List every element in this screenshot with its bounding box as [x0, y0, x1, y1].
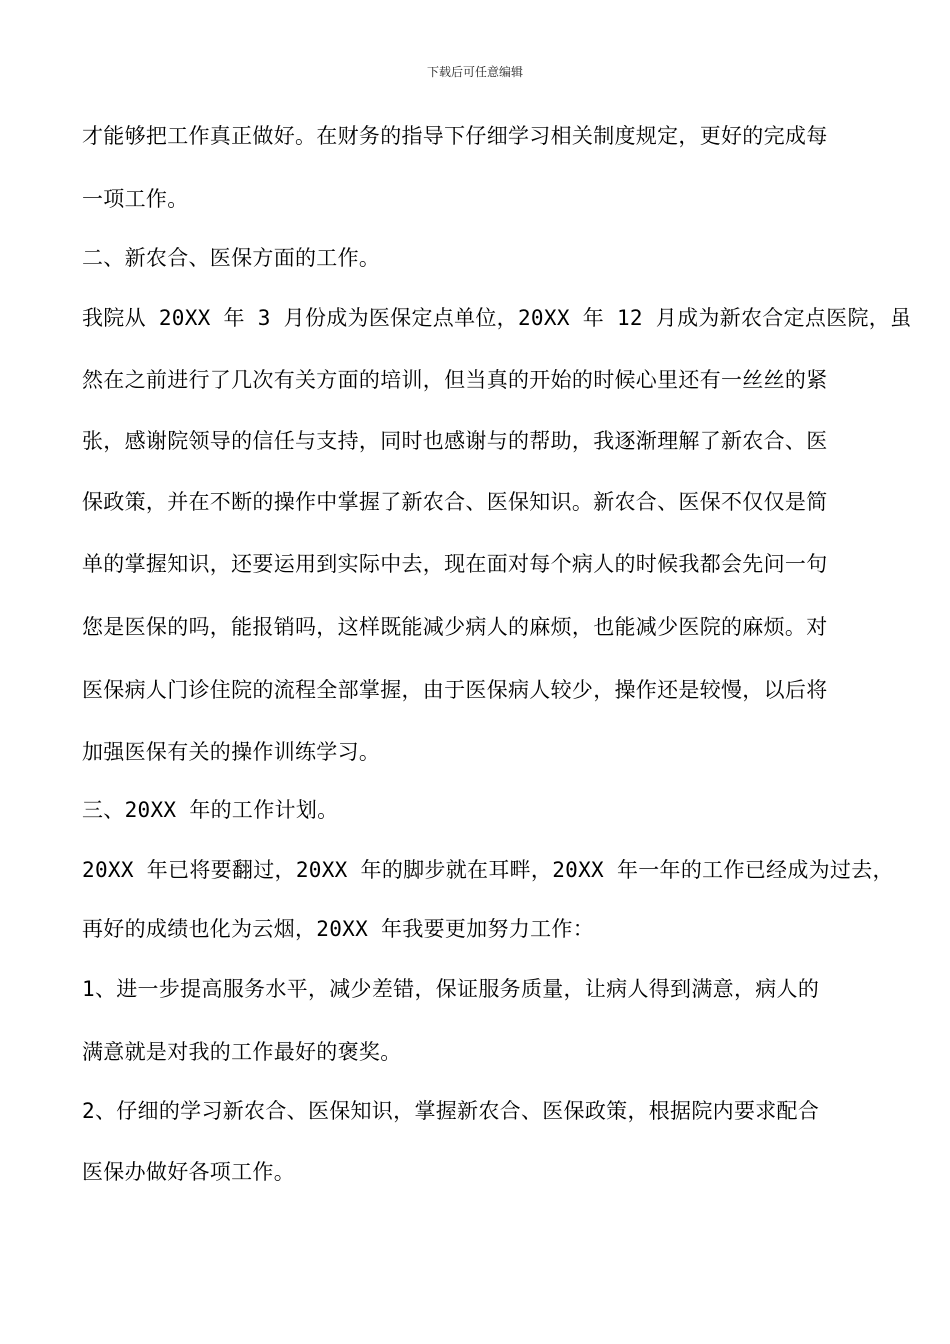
section-heading: 二、新农合、医保方面的工作。 — [82, 246, 381, 270]
list-item-text: 2、仔细的学习新农合、医保知识，掌握新农合、医保政策，根据院内要求配合 — [82, 1099, 820, 1123]
body-text-line: 保政策，并在不断的操作中掌握了新农合、医保知识。新农合、医保不仅仅是简 — [82, 490, 828, 514]
body-text-line: 单的掌握知识，还要运用到实际中去，现在面对每个病人的时候我都会先问一句 — [82, 552, 828, 576]
body-text-line: 您是医保的吗，能报销吗，这样既能减少病人的麻烦，也能减少医院的麻烦。对 — [82, 615, 828, 639]
body-text-line: 才能够把工作真正做好。在财务的指导下仔细学习相关制度规定，更好的完成每 — [82, 124, 828, 148]
body-text-line: 再好的成绩也化为云烟，20XX 年我要更加努力工作： — [82, 917, 595, 941]
body-text-line: 然在之前进行了几次有关方面的培训，但当真的开始的时候心里还有一丝丝的紧 — [82, 368, 828, 392]
section-heading: 三、20XX 年的工作计划。 — [82, 798, 339, 822]
list-item-text: 1、进一步提高服务水平，减少差错，保证服务质量，让病人得到满意，病人的 — [82, 977, 820, 1001]
list-item-text: 医保办做好各项工作。 — [82, 1160, 295, 1184]
body-text-line: 医保病人门诊住院的流程全部掌握，由于医保病人较少，操作还是较慢，以后将 — [82, 678, 828, 702]
page-header-note: 下载后可任意编辑 — [426, 65, 523, 79]
body-text-line: 20XX 年已将要翻过，20XX 年的脚步就在耳畔，20XX 年一年的工作已经成为过去， — [82, 858, 894, 882]
body-text-line: 我院从 20XX 年 3 月份成为医保定点单位，20XX 年 12 月成为新农合定点医院，虽 — [82, 306, 912, 330]
body-text-line: 一项工作。 — [82, 187, 189, 211]
body-text-line: 加强医保有关的操作训练学习。 — [82, 740, 381, 764]
list-item-text: 满意就是对我的工作最好的褒奖。 — [82, 1040, 402, 1064]
body-text-line: 张，感谢院领导的信任与支持，同时也感谢与的帮助，我逐渐理解了新农合、医 — [82, 429, 828, 453]
